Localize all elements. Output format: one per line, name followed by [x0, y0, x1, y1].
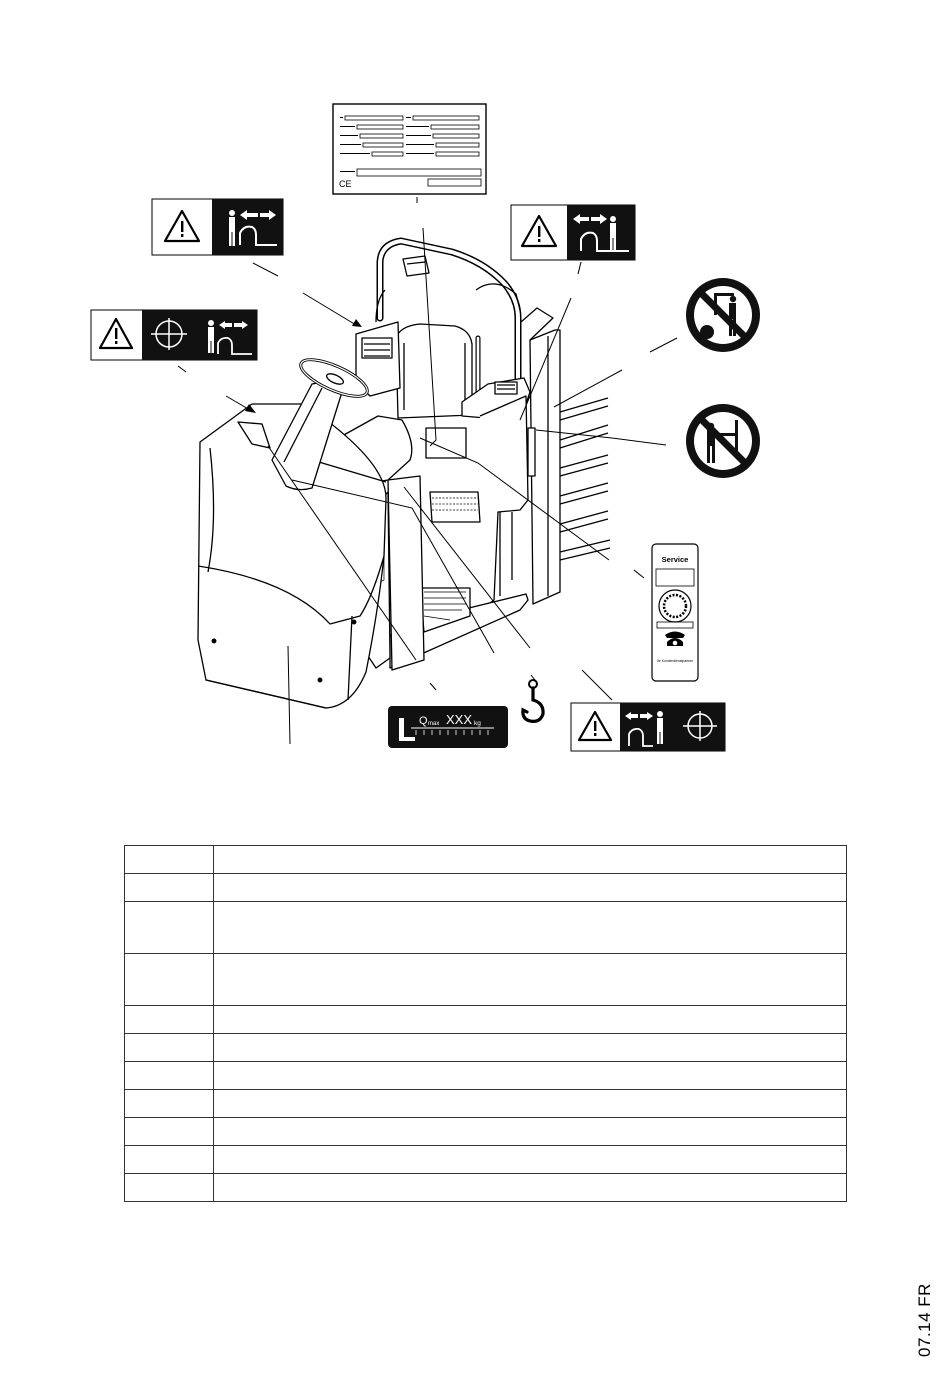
capacity-q-label: Q: [419, 715, 428, 727]
capacity-plate: [388, 706, 508, 748]
item-number-cell: [125, 1146, 214, 1174]
item-description-cell: [214, 874, 847, 902]
table-row: [125, 846, 847, 874]
label-table: [124, 845, 847, 1202]
item-number-cell: [125, 1174, 214, 1202]
revision-code: 07.14 FR: [915, 1283, 934, 1357]
order-picker-truck: [198, 241, 610, 708]
table-row: [125, 902, 847, 954]
warning-sign-top-left: [152, 199, 283, 255]
warning-sign-middle-left: [91, 310, 257, 360]
crane-hook-icon: [523, 680, 543, 721]
ce-mark: CE: [339, 179, 352, 189]
item-number-cell: [125, 1090, 214, 1118]
table-row: [125, 1118, 847, 1146]
item-number-cell: [125, 1006, 214, 1034]
item-description-cell: [214, 1062, 847, 1090]
item-description-cell: [214, 954, 847, 1006]
service-label-footer: Ihr Kundendienstpartner: [656, 659, 694, 663]
service-label: [652, 544, 698, 681]
table-row: [125, 874, 847, 902]
service-label-title: Service: [661, 555, 689, 564]
capacity-max-label: max: [428, 721, 440, 727]
item-description-cell: [214, 846, 847, 874]
table-row: [125, 1090, 847, 1118]
warning-sign-bottom-right: [571, 703, 725, 751]
table-row: [125, 1062, 847, 1090]
prohibition-sign-top: [686, 278, 760, 352]
item-number-cell: [125, 1034, 214, 1062]
table-row: [125, 1034, 847, 1062]
capacity-value: XXX: [446, 712, 473, 727]
item-description-cell: [214, 1006, 847, 1034]
item-description-cell: [214, 1174, 847, 1202]
item-number-cell: [125, 902, 214, 954]
table-row: [125, 1174, 847, 1202]
item-description-cell: [214, 1034, 847, 1062]
table-row: [125, 954, 847, 1006]
table-row: [125, 1146, 847, 1174]
item-number-cell: [125, 846, 214, 874]
nameplate: [333, 104, 486, 194]
item-number-cell: [125, 1062, 214, 1090]
prohibition-sign-bottom: [686, 404, 760, 478]
warning-sign-top-right: [511, 205, 635, 260]
item-description-cell: [214, 1118, 847, 1146]
item-number-cell: [125, 874, 214, 902]
item-number-cell: [125, 954, 214, 1006]
revision-code-container: [905, 1283, 945, 1357]
table-row: [125, 1006, 847, 1034]
capacity-unit: kg: [474, 720, 481, 727]
item-description-cell: [214, 1146, 847, 1174]
item-number-cell: [125, 1118, 214, 1146]
item-description-cell: [214, 902, 847, 954]
item-description-cell: [214, 1090, 847, 1118]
